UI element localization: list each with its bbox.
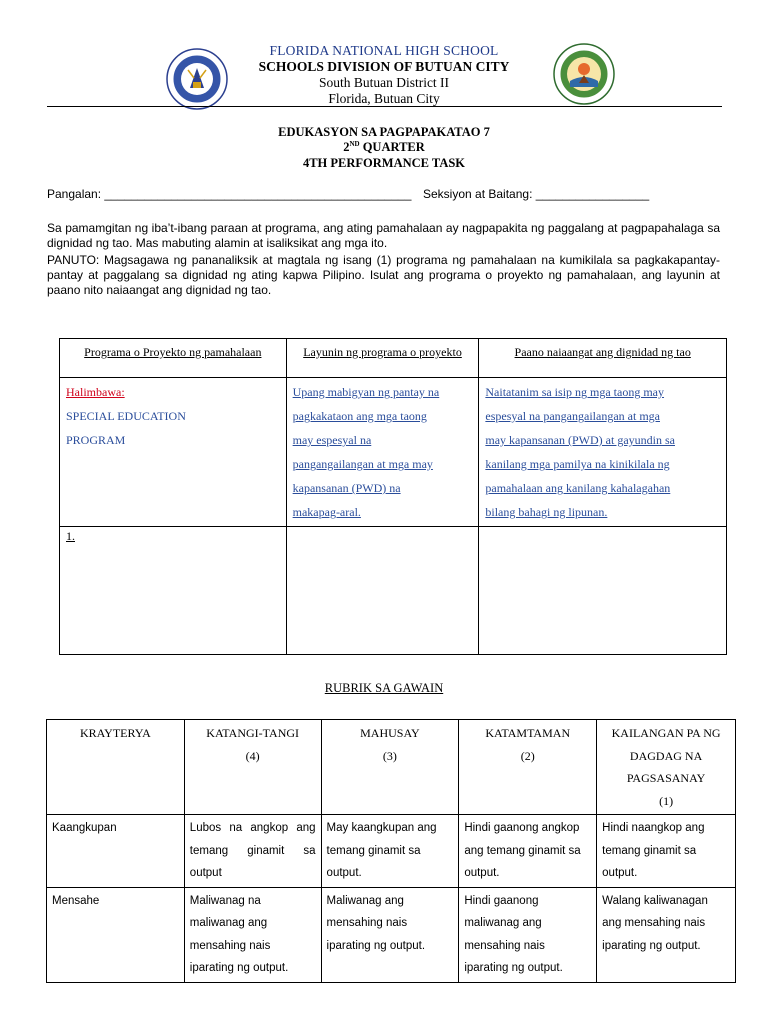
example-objective-cell (286, 378, 479, 527)
header-divider (47, 106, 722, 107)
example-dignity-cell (479, 378, 727, 527)
task-header-program: Programa o Proyekto ng pamahalaan (60, 339, 287, 378)
row-number: 1. (66, 529, 75, 543)
example-dignity-line: bilang bahagi ng lipunan. (485, 505, 608, 519)
example-objective-line: makapag-aral. (292, 505, 361, 519)
example-program-line: PROGRAM (66, 433, 126, 447)
example-dignity-line: may kapansanan (PWD) at gayundin sa (485, 433, 675, 447)
rubric-cell: Hindi gaanong angkop ang temang ginamit sa output. (459, 815, 597, 888)
section-field[interactable]: Seksiyon at Baitang: _________________ (423, 187, 650, 201)
example-dignity-line: kanilang mga pamilya na kinikilala ng (485, 457, 670, 471)
example-dignity-line: pamahalaan ang kanilang kahalagahan (485, 481, 671, 495)
example-objective-line: pangangailangan at mga may (292, 457, 433, 471)
division-name: SCHOOLS DIVISION OF BUTUAN CITY (258, 59, 510, 74)
instructions-paragraph: PANUTO: Magsagawa ng pananaliksik at magtala ng isang (1) programa ng pamahalaan na kumikilala sa pagkakapantay-pantay at paggalang sa dignidad ng ating kapwa Pilipino. Isulat ang programa o proyekto ng pamahalaan, ang layunin at paano nito naiaangat ang dignidad ng tao. (47, 253, 720, 297)
example-objective-line: kapansanan (PWD) na (292, 481, 401, 495)
example-label: Halimbawa: (66, 385, 125, 399)
rubric-criterion: Kaangkupan (47, 815, 185, 888)
rubric-cell: Hindi naangkop ang temang ginamit sa output. (597, 815, 736, 888)
example-program-cell (60, 378, 287, 527)
example-dignity-line: espesyal na pangangailangan at mga (485, 409, 660, 423)
example-program-line: SPECIAL EDUCATION (66, 409, 186, 423)
rubric-header-1: KAILANGAN PA NG DAGDAG NA PAGSASANAY (1) (597, 720, 736, 815)
intro-paragraph: Sa pamamgitan ng iba’t-ibang paraan at programa, ang ating pamahalaan ay nagpapakita ng paggalang at pagpapahalaga sa dignidad ng tao. Mas mabuting alamin at isaliksikat ang mga ito. (47, 221, 720, 250)
task-header-dignity: Paano naiaangat ang dignidad ng tao (479, 339, 727, 378)
rubric-cell: Lubos na angkop ang temang ginamit sa output (184, 815, 321, 888)
city-name: Florida, Butuan City (328, 91, 440, 106)
rubric-table (46, 719, 736, 983)
rubric-row (47, 815, 736, 888)
task-header-objective: Layunin ng programa o proyekto (286, 339, 479, 378)
rubric-title: RUBRIK SA GAWAIN (324, 681, 444, 695)
quarter-title: 2ND QUARTER (343, 140, 425, 155)
example-objective-line: may espesyal na (292, 433, 372, 447)
district-name: South Butuan District II (318, 75, 450, 90)
task-title: 4TH PERFORMANCE TASK (302, 156, 466, 170)
answer-objective-cell[interactable] (286, 527, 479, 655)
rubric-cell: Maliwanag ang mensahing nais iparating ng output. (321, 887, 459, 982)
rubric-cell: Walang kaliwanagan ang mensahing nais iparating ng output. (597, 887, 736, 982)
rubric-criterion: Mensahe (47, 887, 185, 982)
name-field[interactable]: Pangalan: ______________________________________________ (47, 187, 412, 201)
example-objective-line: Upang mabigyan ng pantay na (292, 385, 440, 399)
rubric-cell: May kaangkupan ang temang ginamit sa output. (321, 815, 459, 888)
example-dignity-line: Naitatanim sa isip ng mga taong may (485, 385, 665, 399)
subject-title: EDUKASYON SA PAGPAPAKATAO 7 (278, 125, 490, 139)
answer-dignity-cell[interactable] (479, 527, 727, 655)
rubric-header-criteria: KRAYTERYA (47, 720, 185, 815)
rubric-header-4: KATANGI-TANGI (4) (184, 720, 321, 815)
rubric-cell: Hindi gaanong maliwanag ang mensahing nais iparating ng output. (459, 887, 597, 982)
rubric-cell: Maliwanag na maliwanag ang mensahing nais iparating ng output. (184, 887, 321, 982)
school-name: FLORIDA NATIONAL HIGH SCHOOL (269, 43, 499, 58)
answer-program-cell[interactable] (60, 527, 287, 655)
rubric-row (47, 887, 736, 982)
example-objective-line: pagkakataon ang mga taong (292, 409, 427, 423)
task-table (59, 338, 727, 655)
rubric-header-3: MAHUSAY (3) (321, 720, 459, 815)
rubric-header-2: KATAMTAMAN (2) (459, 720, 597, 815)
